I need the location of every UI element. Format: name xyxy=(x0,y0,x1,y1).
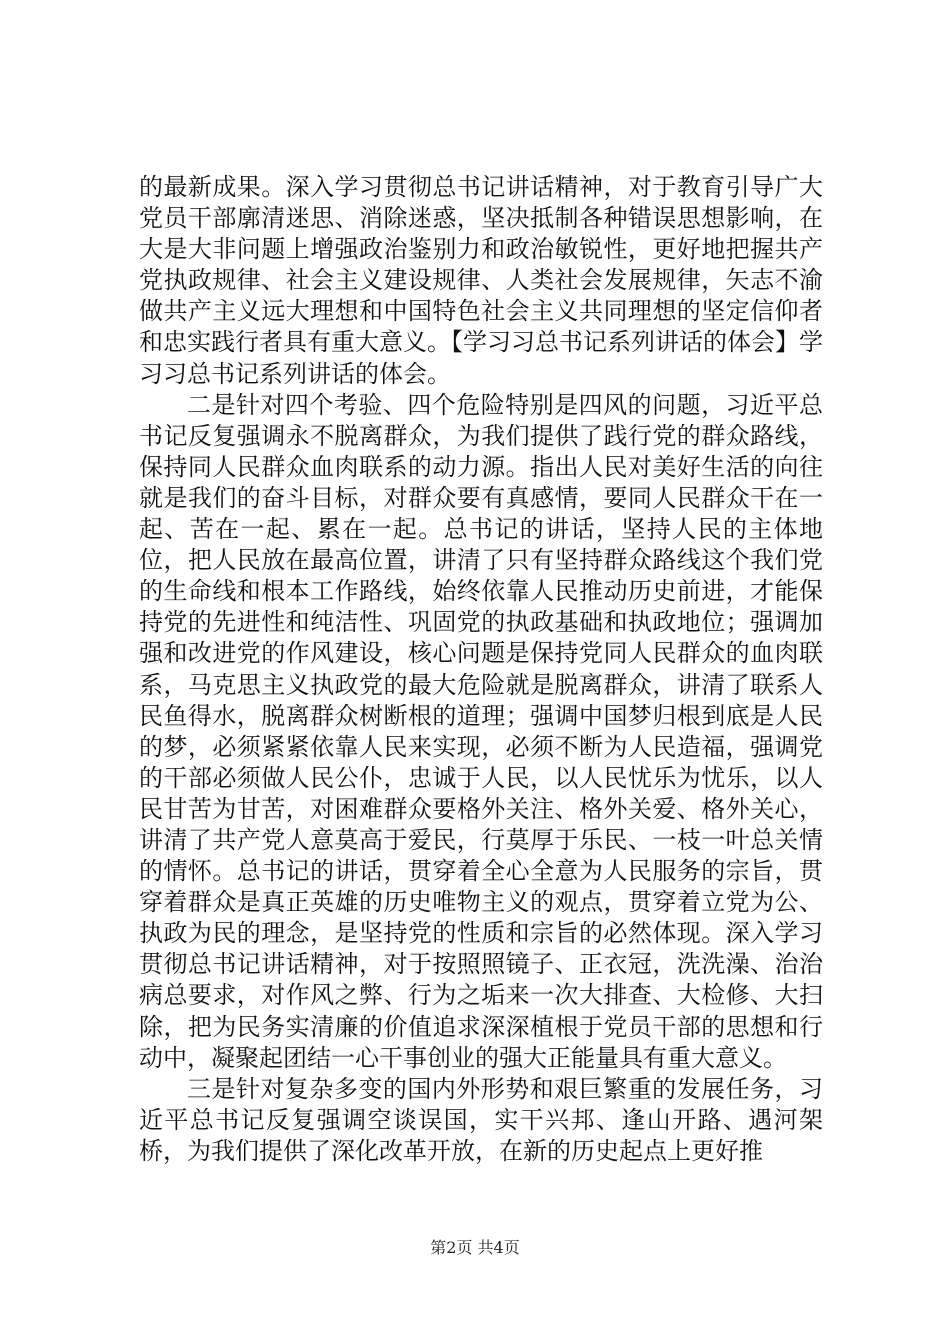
paragraph-3: 三是针对复杂多变的国内外形势和艰巨繁重的发展任务，习近平总书记反复强调空谈误国，实干兴邦、逢山开路、遇河架桥，为我们提供了深化改革开放，在新的历史起点上更好推 xyxy=(139,1074,823,1165)
paragraph-2: 二是针对四个考验、四个危险特别是四风的问题，习近平总书记反复强调永不脱离群众，为我们提供了践行党的群众路线，保持同人民群众血肉联系的动力源。指出人民对美好生活的向往就是我们的奋斗目标，对群众要有真感情，要同人民群众干在一起、苦在一起、累在一起。总书记的讲话，坚持人民的主体地位，把人民放在最高位置，讲清了只有坚持群众路线这个我们党的生命线和根本工作路线，始终依靠人民推动历史前进，才能保持党的先进性和纯洁性、巩固党的执政基础和执政地位；强调加强和改进党的作风建设，核心问题是保持党同人民群众的血肉联系，马克思主义执政党的最大危险就是脱离群众，讲清了联系人民鱼得水，脱离群众树断根的道理；强调中国梦归根到底是人民的梦，必须紧紧依靠人民来实现，必须不断为人民造福，强调党的干部必须做人民公仆，忠诚于人民，以人民忧乐为忧乐，以人民甘苦为甘苦，对困难群众要格外关注、格外关爱、格外关心，讲清了共产党人意莫高于爱民，行莫厚于乐民、一枝一叶总关情的情怀。总书记的讲话，贯穿着全心全意为人民服务的宗旨，贯穿着群众是真正英雄的历史唯物主义的观点，贯穿着立党为公、执政为民的理念，是坚持党的性质和宗旨的必然体现。深入学习贯彻总书记讲话精神，对于按照照镜子、正衣冠，洗洗澡、治治病总要求，对作风之弊、行为之垢来一次大排查、大检修、大扫除，把为民务实清廉的价值追求深深植根于党员干部的思想和行动中，凝聚起团结一心干事创业的强大正能量具有重大意义。 xyxy=(139,390,823,1072)
paragraph-1: 的最新成果。深入学习贯彻总书记讲话精神，对于教育引导广大党员干部廓清迷思、消除迷惑，坚决抵制各种错误思想影响，在大是大非问题上增强政治鉴别力和政治敏锐性，更好地把握共产党执政规律、社会主义建设规律、人类社会发展规律，矢志不渝做共产主义远大理想和中国特色社会主义共同理想的坚定信仰者和忠实践行者具有重大意义。【学习习总书记系列讲话的体会】学习习总书记系列讲话的体会。 xyxy=(139,173,823,388)
document-body xyxy=(139,172,823,1167)
page-number-footer: 第2页 共4页 xyxy=(430,1238,520,1257)
